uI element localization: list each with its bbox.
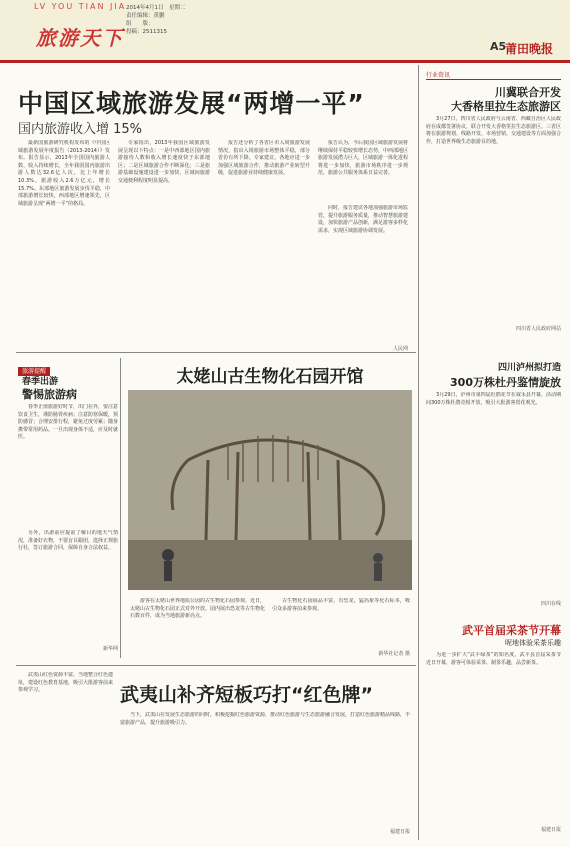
sidebar-text: 春季正值旅游好时节，出门在外，要注意饮食卫生，谨防肠胃疾病；注意防寒保暖，预防感冒；合理安排行程，避免过度劳累；随身携带常用药品。一旦出现身体不适，应及时就医。 bbox=[18, 404, 118, 441]
right-title-4: 300万株杜丹鉴情旋放 bbox=[450, 376, 561, 389]
meta-line: 责任编辑：黄鹏 bbox=[126, 13, 165, 19]
meta-line: 投稿：2511315 bbox=[126, 29, 167, 35]
right-author-3: 福建日报 bbox=[540, 827, 561, 833]
bottom-col-left: 武夷山红色资源丰富，当地整合红色遗址，建设红色教育基地，吸引大批游客前来参观学习。 bbox=[18, 672, 113, 694]
right-text-2: 3月29日，泸州市第四届杜鹃花节在叙永县开幕，活动期间300万株杜鹃竞相开放，吸引大批游客赏花观光。 bbox=[426, 392, 561, 406]
main-subheadline: 国内旅游收入增 15% bbox=[18, 122, 143, 137]
main-headline: 中国区域旅游发展“两增一平” bbox=[18, 89, 365, 118]
bottom-col-main: 当下，武夷山在发展生态旅游的同时，积极挖掘红色旅游资源，推动红色旅游与生态旅游融合发展，打造红色旅游精品线路，丰富旅游产品，提升旅游吸引力。 bbox=[120, 712, 410, 726]
right-text-1: 3月27日，四川省人民政府与云南省、西藏自治区人民政府在成都签署协议，联合开发大香格里拉生态旅游区。三省区将在旅游规划、线路开发、市场营销、交通建设等方面加强合作，打造世界级生态旅游目的地。 bbox=[426, 116, 561, 145]
right-title-6: 呢地体验采茶乐趣 bbox=[505, 639, 561, 647]
divider bbox=[16, 665, 416, 666]
right-title-1: 川冀联合开发 bbox=[495, 86, 561, 99]
photo-author: 新华社记者 摄 bbox=[378, 651, 410, 657]
bottom-author: 福建日报 bbox=[389, 829, 410, 835]
main-col-4: 报告认为，今后我国区域旅游发展将继续保持平稳较快增长态势，中西部地区旅游发展潜力巨大，区域旅游一体化进程将进一步加快，旅游市场秩序进一步规范，旅游公共服务体系日益完善。 bbox=[318, 140, 408, 177]
divider bbox=[418, 65, 419, 840]
sidebar-author: 新华网 bbox=[102, 646, 118, 652]
main-col-5: 同时，报告建议各地加强旅游市场监管，提升旅游服务质量，推动智慧旅游建设，加快旅游产品创新，满足游客多样化需求，实现区域旅游协调发展。 bbox=[318, 205, 408, 234]
paper-name: 莆田晚报 bbox=[505, 42, 554, 56]
right-tag: 行业资讯 bbox=[426, 70, 561, 80]
divider bbox=[120, 358, 121, 658]
main-col-3: 报告还分析了各省区市入境旅游发展情况，指出入境旅游市场整体平稳，部分省份有所下降。专家建议，各地应进一步加强区域旅游合作，推动旅游产业转型升级，促进旅游业持续健康发展。 bbox=[218, 140, 310, 177]
main-col-2: 专家指出，2013年我国区域旅游发展呈现以下特点：一是中西部地区国内旅游接待人数和收入增长速度快于东部地区；二是区域旅游合作不断深化；三是旅游基础设施建设进一步加快，区域间旅游交通便利程度明显提高。 bbox=[118, 140, 210, 184]
header-en-title: LV YOU TIAN JIA bbox=[34, 2, 127, 11]
photo-caption: 游客在太姥山世界地质公园的古生物化石园参观。近日，太姥山古生物化石园正式对外开放。园内展出恐龙等古生物化石数百件，成为当地旅游新亮点。 bbox=[130, 598, 265, 620]
right-author-1: 四川省人民政府网站 bbox=[515, 326, 561, 332]
sidebar-tag: 旅游提醒 bbox=[18, 358, 50, 377]
right-title-2: 大香格里拉生态旅游区 bbox=[451, 100, 561, 113]
divider bbox=[16, 352, 416, 353]
photo-story-title: 太姥山古生物化石园开馆 bbox=[176, 367, 364, 387]
right-title-3: 四川泸州拟打造 bbox=[497, 363, 561, 373]
header-cn-title: 旅游天下 bbox=[36, 26, 124, 50]
page-number: A5 bbox=[490, 40, 507, 53]
header-meta bbox=[126, 4, 186, 36]
bottom-headline: 武夷山补齐短板巧打“红色牌” bbox=[120, 684, 373, 706]
meta-line: 2014年4月1日 星期二 bbox=[126, 5, 186, 11]
right-title-5: 武平首届采茶节开幕 bbox=[462, 624, 561, 637]
sidebar-title: 警惕旅游病 bbox=[22, 388, 77, 401]
right-text-3: 为进一步扩大“武平绿茶”的知名度，武平县首届采茶节近日开幕，游客可体验采茶、制茶乐趣，品尝新茶。 bbox=[426, 652, 561, 666]
sidebar-text-2: 另外，出游前应提前了解目的地天气情况，准备好衣物，不要盲目跟团，选择正规旅行社，签订旅游合同，保障自身合法权益。 bbox=[18, 530, 118, 552]
fossil-photo bbox=[128, 390, 412, 590]
main-author: 人民网 bbox=[392, 346, 408, 352]
meta-line: 组 版： bbox=[126, 21, 154, 27]
sidebar-title-small: 春季出游 bbox=[22, 377, 59, 387]
main-col-1: 最新国旅游研究机构发布的《中国区域旅游发展年度报告（2013-2014）》发布。报告显示，2013年全国国内旅游人数、收入持续增长，全年我国国内旅游出游人数达32.6亿人次，比上年增长10.3%。旅游收入2.6万亿元，增长15.7%。东部地区旅游发展步伐平稳，中部旅游增长较快，西部地区增速领先，区域旅游呈现“两增一平”的格局。 bbox=[18, 140, 110, 207]
right-author-2: 四川在线 bbox=[540, 601, 561, 607]
photo-caption-2: 古生物化石园展品丰富，有恐龙、猛犸象等化石标本，吸引众多游客前来参观。 bbox=[272, 598, 410, 612]
